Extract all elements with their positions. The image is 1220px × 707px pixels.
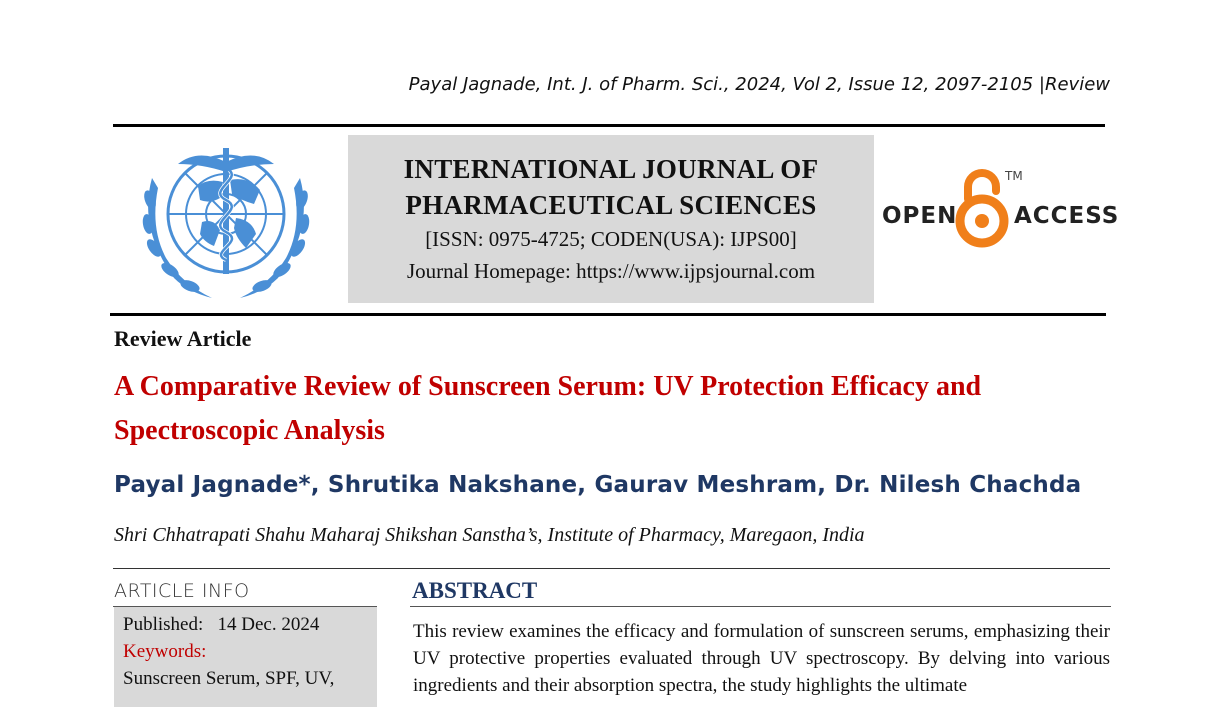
trademark-mark: TM	[1005, 169, 1023, 183]
article-title: A Comparative Review of Sunscreen Serum: UV Protection Efficacy and Spectroscopic Analysis	[114, 371, 982, 446]
published-row	[123, 611, 368, 638]
open-access-access-text: ACCESS	[1014, 203, 1120, 229]
journal-masthead	[348, 135, 874, 303]
journal-title-line2: PHARMACEUTICAL SCIENCES	[405, 190, 817, 220]
keywords-list: Sunscreen Serum, SPF, UV,	[123, 668, 335, 689]
keywords-label: Keywords:	[123, 641, 207, 662]
article-authors: Payal Jagnade*, Shrutika Nakshane, Gaurav Meshram, Dr. Nilesh Chachda	[114, 472, 1082, 498]
journal-issn: [ISSN: 0975-4725; CODEN(USA): IJPS00]	[425, 227, 797, 251]
open-access-open-text: OPEN	[882, 203, 958, 229]
published-date: 14 Dec. 2024	[217, 614, 320, 635]
header-bottom-rule	[110, 313, 1106, 316]
abstract-rule	[410, 606, 1111, 607]
open-access-logo	[880, 165, 1120, 255]
section-divider	[113, 568, 1110, 569]
article-info-heading: ARTICLE INFO	[114, 580, 250, 602]
open-lock-icon	[954, 165, 1010, 251]
published-label: Published:	[123, 614, 204, 635]
article-type-label: Review Article	[114, 326, 252, 351]
journal-title-line1: INTERNATIONAL JOURNAL OF	[403, 154, 819, 184]
author-affiliation: Shri Chhatrapati Shahu Maharaj Shikshan Sanstha’s, Institute of Pharmacy, Maregaon, India	[114, 524, 865, 546]
abstract-text: This review examines the efficacy and formulation of sunscreen serums, emphasizing their UV protective properties evaluated through UV spectroscopy. By delving into various ingredients and their absorption spectra, the study highlights the ultimate	[413, 621, 1110, 696]
citation-header: Payal Jagnade, Int. J. of Pharm. Sci., 2024, Vol 2, Issue 12, 2097-2105 |Review	[408, 74, 1110, 95]
top-rule	[113, 124, 1105, 127]
abstract-heading: ABSTRACT	[412, 578, 538, 603]
journal-homepage-link[interactable]: Journal Homepage: https://www.ijpsjournal.com	[406, 259, 816, 283]
article-info-box	[114, 607, 377, 707]
journal-emblem-logo	[128, 138, 324, 304]
